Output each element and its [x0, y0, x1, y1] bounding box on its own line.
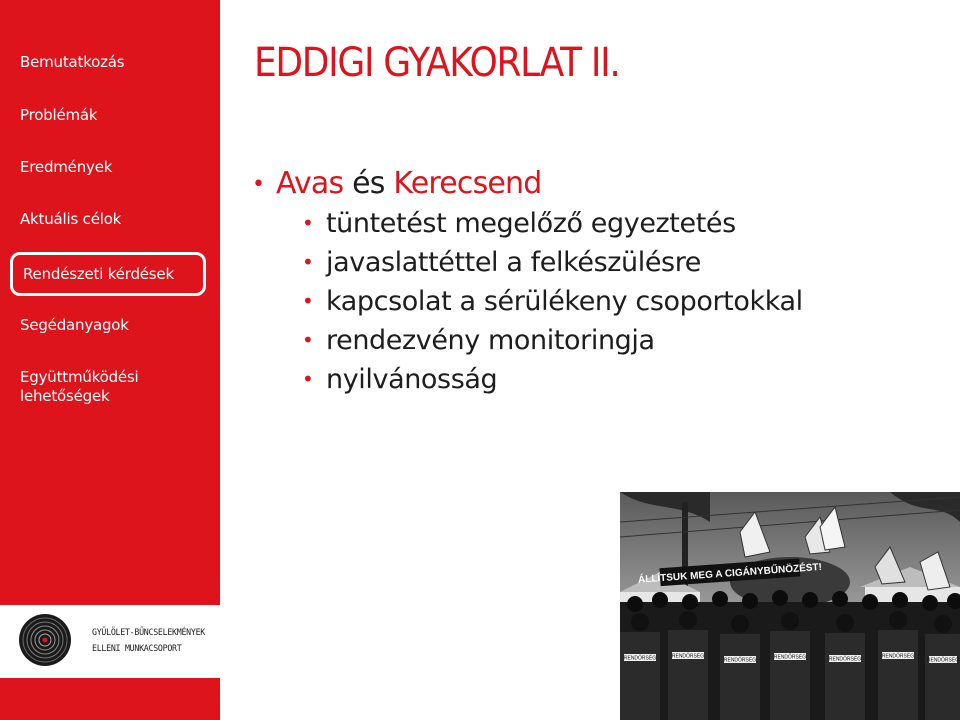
banner-text: ÁLLÍTSUK MEG A CIGÁNYBŰNÖZÉST! — [637, 561, 823, 586]
nav-item-segedanyagok[interactable]: Segédanyagok — [20, 316, 129, 334]
vest-text: RENDŐRSÉG — [723, 657, 757, 664]
bullet-conjunction: és — [343, 166, 394, 201]
vest-text: RENDŐRSÉG — [773, 654, 807, 661]
slide-title: EDDIGI GYAKORLAT II. — [254, 40, 620, 86]
sub-bullet-text: rendezvény monitoringja — [326, 325, 655, 356]
sub-bullet — [302, 204, 803, 243]
vest-text: RENDŐRSÉG — [623, 655, 657, 662]
bullet-dot-icon: • — [302, 367, 314, 391]
sub-bullet-text: tüntetést megelőző egyeztetés — [326, 208, 736, 239]
sub-bullet — [302, 321, 803, 360]
logo-panel — [0, 605, 220, 678]
vest-text: RENDŐRSÉG — [881, 653, 915, 660]
sub-bullet-text: kapcsolat a sérülékeny csoportokkal — [326, 286, 803, 317]
bullet-place-kerecsend: Kerecsend — [393, 166, 542, 201]
bullet-dot-icon: • — [302, 328, 314, 352]
vest-text: RENDŐRSÉG — [671, 653, 705, 660]
nav-item-eredmenyek[interactable]: Eredmények — [20, 158, 113, 176]
bullet-list — [252, 164, 803, 399]
protest-photo-illustration — [620, 492, 960, 720]
nav-item-egyuttmukodesi-lehetosegek[interactable]: Együttműködési lehetőségek — [20, 368, 139, 405]
nav-item-rendeszeti-kerdesek[interactable]: Rendészeti kérdések — [10, 252, 206, 296]
sub-bullet — [302, 360, 803, 399]
logo-rings-icon — [18, 613, 72, 667]
bullet-main — [252, 164, 803, 204]
sub-bullet-text: javaslattéttel a felkészülésre — [326, 247, 702, 278]
nav-item-problemak[interactable]: Problémák — [20, 106, 98, 124]
bullet-dot-icon: • — [302, 211, 314, 235]
bullet-dot-icon: • — [302, 289, 314, 313]
vest-text: RENDŐRSÉG — [828, 656, 862, 663]
logo-text — [92, 625, 205, 657]
logo-line-1: GYŰLÖLET-BŰNCSELEKMÉNYEK — [92, 628, 206, 638]
nav-item-bemutatkozas[interactable]: Bemutatkozás — [20, 53, 125, 71]
sub-bullet — [302, 282, 803, 321]
nav-item-aktualis-celok[interactable]: Aktuális célok — [20, 210, 122, 228]
bullet-dot-icon: • — [252, 172, 265, 197]
protest-photo — [620, 492, 960, 720]
bullet-place-avas: Avas — [276, 166, 344, 201]
vest-text: RENDŐRSÉG — [926, 657, 960, 664]
sub-bullet — [302, 243, 803, 282]
logo-line-2: ELLENI MUNKACSOPORT — [92, 644, 182, 654]
sub-bullet-text: nyilvánosság — [326, 364, 498, 395]
bullet-dot-icon: • — [302, 250, 314, 274]
